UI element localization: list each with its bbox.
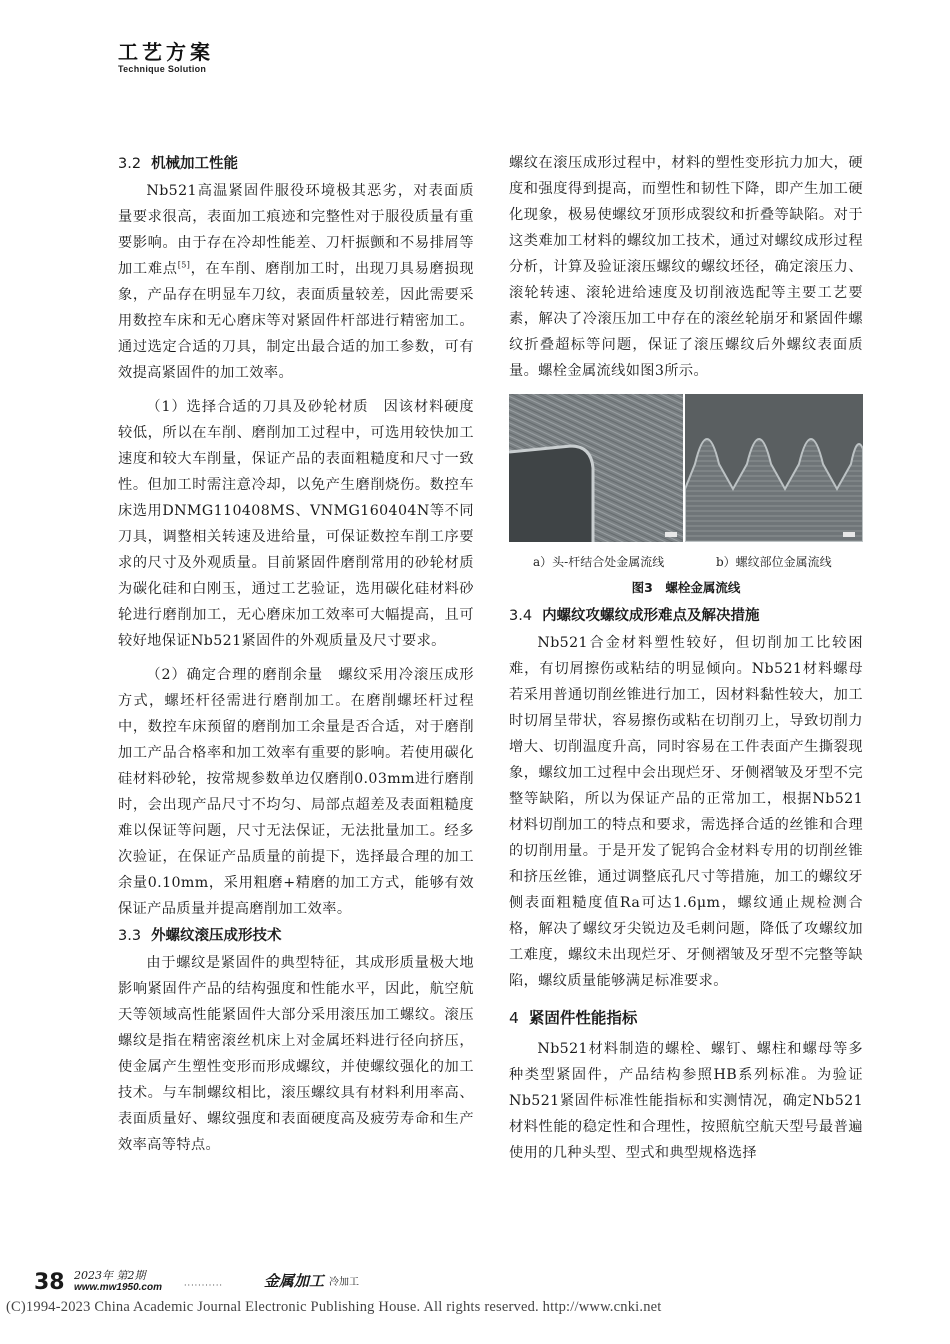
- section-number: 3.4: [509, 608, 533, 624]
- micrograph-head-shank-image: [509, 394, 683, 542]
- paragraph-text: Nb521高温紧固件服役环境极其恶劣，对表面质量要求很高，表面加工痕迹和完整性对于服役质量有重要影响。由于存在冷却性能差、刀杆振颤和不易排屑等加工难点: [118, 183, 474, 277]
- issue-label: 2023年 第2期: [74, 1269, 146, 1282]
- micrograph-thread-image: [685, 394, 863, 542]
- paragraph: Nb521材料制造的螺栓、螺钉、螺柱和螺母等多种类型紧固件，产品结构参照HB系列标准。为验证Nb521紧固件标准性能指标和实测情况，确定Nb521材料性能的稳定性和合理性，按照航空航天型号最普遍使用的几种头型、型式和典型规格选择: [509, 1041, 863, 1161]
- section-title: 内螺纹攻螺纹成形难点及解决措施: [542, 608, 760, 624]
- magazine-logo: 金属加工: [264, 1272, 325, 1290]
- paragraph-text: ，在车削、磨削加工时，出现刀具易磨损现象，产品存在明显车刀纹，表面质量较差，因此需要采用数控车床和无心磨床等对紧固件杆部进行精密加工。通过选定合适的刀具，制定出最合适的加工参数，可有效提高紧固件的加工效率。: [118, 261, 474, 381]
- section-heading-3-3: [118, 922, 474, 950]
- page-number: 38: [34, 1270, 65, 1295]
- journal-header: [118, 40, 214, 75]
- section-heading-4: [509, 1000, 863, 1036]
- right-column: [509, 150, 863, 1166]
- section-title: 紧固件性能指标: [528, 1009, 638, 1027]
- page-footer: [34, 1268, 914, 1298]
- magazine-subtitle: 冷加工: [329, 1277, 359, 1288]
- section-number: 4: [509, 1009, 519, 1027]
- reference-marker: [5]: [177, 260, 191, 270]
- copyright-notice: (C)1994-2023 China Academic Journal Electronic Publishing House. All rights reserved. http://www.cnki.net: [6, 1299, 662, 1315]
- paragraph: Nb521合金材料塑性较好，但切削加工比较困难，有切屑擦伤或粘结的明显倾向。Nb521材料螺母若采用普通切削丝锥进行加工，因材料黏性较大，加工时切屑呈带状，容易擦伤或粘在切削刃上，导致切削力增大、切削温度升高，同时容易在工件表面产生撕裂现象，螺纹加工过程中会出现烂牙、牙侧褶皱及牙型不完整等缺陷，所以为保证产品的正常加工，根据Nb521材料切削加工的特点和要求，需选择合适的丝锥和合理的切削用量。于是开发了铌钨合金材料专用的切削丝锥和挤压丝锥，通过调整底孔尺寸等措施，加工的螺纹牙侧表面粗糙度值Ra可达1.6μm，螺纹通止规检测合格，解决了螺纹牙尖锐边及毛刺问题，降低了攻螺纹加工难度，螺纹未出现烂牙、牙侧褶皱及牙型不完整等缺陷，螺纹质量能够满足标准要求。: [509, 635, 863, 989]
- column-title: 工艺方案: [118, 40, 214, 64]
- paragraph: 螺纹在滚压成形过程中，材料的塑性变形抗力加大，硬度和强度得到提高，而塑性和韧性下降，即产生加工硬化现象，极易使螺纹牙顶形成裂纹和折叠等缺陷。对于这类难加工材料的螺纹加工技术，通过对螺纹成形过程分析，计算及验证滚压螺纹的螺纹坯径，确定滚压力、滚轮转速、滚轮进给速度及切削液选配等主要工艺要素，解决了冷滚压加工中存在的滚丝轮崩牙和紧固件螺纹折叠超标等问题，保证了滚压螺纹后外螺纹表面质量。螺栓金属流线如图3所示。: [509, 155, 863, 379]
- section-title: 外螺纹滚压成形技术: [151, 928, 282, 944]
- paragraph: [118, 178, 474, 386]
- micrograph-head-shank: [509, 394, 683, 542]
- section-heading-3-2: [118, 150, 474, 178]
- figure-title: 图3 螺栓金属流线: [631, 580, 741, 595]
- paragraph: （2）确定合理的磨削余量 螺纹采用冷滚压成形方式，螺坯杆径需进行磨削加工。在磨削螺坯杆过程中，数控车床预留的磨削加工余量是否合适，对于磨削加工产品合格率和加工效率有重要的影响。若使用碳化硅材料砂轮，按常规参数单边仅磨削0.03mm进行磨削时，会出现产品尺寸不均匀、局部点超差及表面粗糙度难以保证等问题，尺寸无法保证，无法批量加工。经多次验证，在保证产品质量的前提下，选择最合理的加工余量0.10mm，采用粗磨+精磨的加工方式，能够有效保证产品质量并提高磨削加工效率。: [118, 667, 474, 917]
- footer-dots: ···········: [184, 1281, 223, 1290]
- section-title: 机械加工性能: [151, 156, 239, 172]
- micrograph-thread: [685, 394, 863, 542]
- website-link[interactable]: www.mw1950.com: [74, 1282, 162, 1293]
- figure-caption-b: b）螺纹部位金属流线: [716, 555, 832, 569]
- paragraph: 由于螺纹是紧固件的典型特征，其成形质量极大地影响紧固件产品的结构强度和性能水平，因此，航空航天等领域高性能紧固件大部分采用滚压加工螺纹。滚压螺纹是指在精密滚丝机床上对金属坯料进行径向挤压，使金属产生塑性变形而形成螺纹，并使螺纹强化的加工技术。与车制螺纹相比，滚压螺纹具有材料利用率高、表面质量好、螺纹强度和表面硬度高及疲劳寿命和生产效率高等特点。: [118, 955, 474, 1153]
- column-title-en: Technique Solution: [118, 64, 207, 74]
- section-number: 3.3: [118, 928, 142, 944]
- figure-3: [509, 394, 863, 602]
- section-number: 3.2: [118, 156, 142, 172]
- section-heading-3-4: [509, 602, 863, 630]
- figure-caption-a: a）头-杆结合处金属流线: [533, 555, 665, 569]
- left-column: [118, 150, 474, 1158]
- paragraph: （1）选择合适的刀具及砂轮材质 因该材料硬度较低，所以在车削、磨削加工过程中，可选用较快加工速度和较大车削量，保证产品的表面粗糙度和尺寸一致性。但加工时需注意冷却，以免产生磨削烧伤。数控车床选用DNMG110408MS、VNMG160404N等不同刀具，调整相关转速及进给量，可保证数控车削工序要求的尺寸及外观质量。目前紧固件磨削常用的砂轮材质为碳化硅和白刚玉，通过工艺验证，选用碳化硅材料砂轮进行磨削加工，无心磨床加工效率可大幅提高，且可较好地保证Nb521紧固件的外观质量及尺寸要求。: [118, 399, 474, 649]
